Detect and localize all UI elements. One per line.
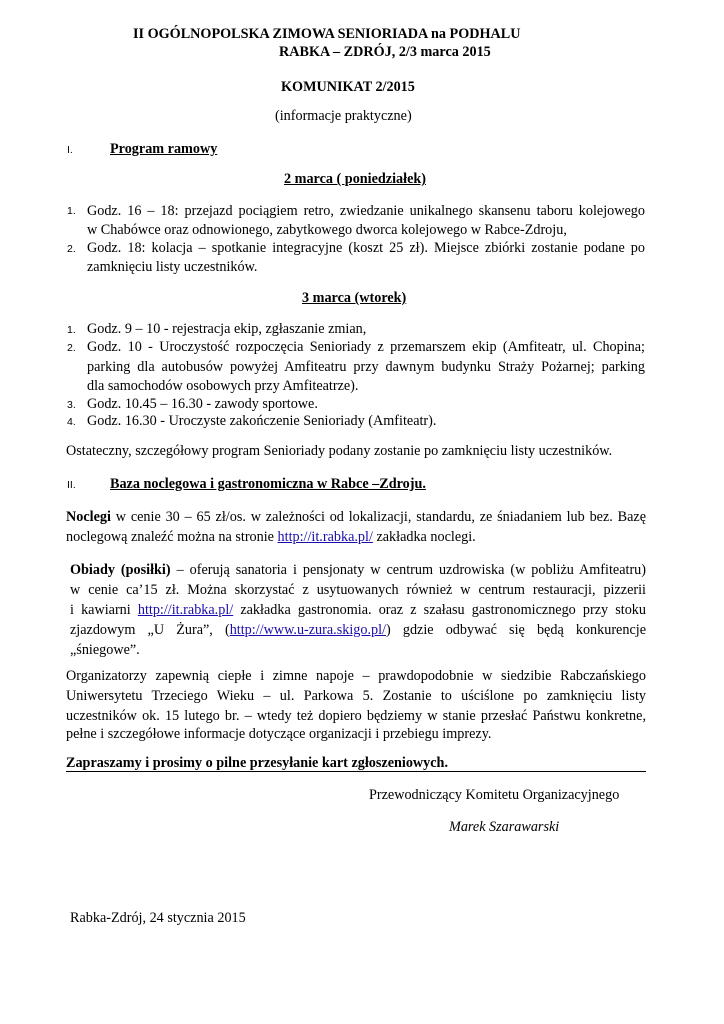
title-line-1: II OGÓLNOPOLSKA ZIMOWA SENIORIADA na PODHALU — [133, 26, 521, 42]
obiady-line-3 — [70, 600, 646, 620]
noclegi-line-2-text: noclegową znaleźć można na stronie — [66, 529, 278, 545]
section-2-numeral: II. — [67, 479, 76, 491]
section-1-heading: Program ramowy — [110, 141, 218, 157]
organizers-line-4: pełne i szczegółowe informacje dotyczące organizacji i przebiegu imprezy. — [66, 726, 492, 742]
section-1-numeral: I. — [67, 144, 73, 156]
day2-item-1-number: 1. — [67, 324, 76, 336]
noclegi-line-2 — [66, 527, 646, 547]
subtitle: (informacje praktyczne) — [275, 108, 412, 124]
noclegi-line-2-tail: zakładka noclegi. — [372, 529, 476, 545]
day2-item-2-number: 2. — [67, 342, 76, 354]
obiady-line-4-tail: ) gdzie odbywać się będą konkurencje — [386, 622, 646, 638]
noclegi-line-1-text: w cenie 30 – 65 zł/os. w zależności od lokalizacji, standardu, ze śniadaniem lub bez. Bazę — [110, 509, 646, 525]
day2-item-2-line-3: dla samochodów osobowych przy Amfiteatrze). — [87, 378, 359, 394]
day1-item-1-line-1: Godz. 16 – 18: przejazd pociągiem retro, zwiedzanie unikalnego skansenu taboru kolejowego — [87, 203, 645, 219]
organizers-line-3: uczestników ok. 15 lutego br. – wtedy też dopiero będziemy w stanie przesłać Państwu konkretne, — [66, 708, 646, 724]
noclegi-label: Noclegi — [66, 509, 111, 525]
signature-role: Przewodniczący Komitetu Organizacyjnego — [369, 787, 620, 803]
u-zura-link[interactable]: http://www.u-zura.skigo.pl/ — [229, 622, 386, 638]
obiady-line-4 — [70, 620, 646, 640]
organizers-line-1: Organizatorzy zapewnią ciepłe i zimne napoje – prawdopodobnie w siedzibie Rabczańskiego — [66, 668, 646, 684]
signature-name: Marek Szarawarski — [449, 819, 560, 835]
day1-item-1-number: 1. — [67, 205, 76, 217]
day2-item-1-text: Godz. 9 – 10 - rejestracja ekip, zgłaszanie zmian, — [87, 321, 367, 337]
obiady-line-3-text: i kawiarni — [70, 602, 138, 618]
day2-item-4-number: 4. — [67, 416, 76, 428]
obiady-line-5: „śniegowe”. — [70, 642, 140, 658]
obiady-line-1 — [70, 560, 646, 580]
invitation: Zapraszamy i prosimy o pilne przesyłanie kart zgłoszeniowych. — [66, 755, 646, 772]
day-1-title: 2 marca ( poniedziałek) — [284, 171, 426, 187]
day-2-title: 3 marca (wtorek) — [302, 290, 407, 306]
program-final-note: Ostateczny, szczegółowy program Senioriady podany zostanie po zamknięciu listy uczestników. — [66, 443, 613, 459]
komunikat-title: KOMUNIKAT 2/2015 — [281, 79, 415, 95]
day1-item-2-line-2: zamknięciu listy uczestników. — [87, 259, 258, 275]
obiady-line-1-text: – oferują sanatoria i pensjonaty w centrum uzdrowiska (w pobliżu Amfiteatru) — [170, 562, 646, 578]
title-line-2: RABKA – ZDRÓJ, 2/3 marca 2015 — [279, 44, 491, 60]
noclegi-line-1 — [66, 507, 646, 527]
obiady-label: Obiady (posiłki) — [70, 562, 171, 578]
noclegi-link[interactable]: http://it.rabka.pl/ — [277, 529, 373, 545]
day2-item-3-text: Godz. 10.45 – 16.30 - zawody sportowe. — [87, 396, 318, 412]
place-date: Rabka-Zdrój, 24 stycznia 2015 — [70, 910, 246, 926]
gastronomia-link[interactable]: http://it.rabka.pl/ — [137, 602, 234, 618]
day2-item-4-text: Godz. 16.30 - Uroczyste zakończenie Senioriady (Amfiteatr). — [87, 413, 437, 429]
section-2-heading: Baza noclegowa i gastronomiczna w Rabce –Zdroju. — [110, 476, 426, 492]
day1-item-2-line-1: Godz. 18: kolacja – spotkanie integracyjne (koszt 25 zł). Miejsce zbiórki zostanie podane po — [87, 240, 645, 256]
day2-item-2-line-1: Godz. 10 - Uroczystość rozpoczęcia Senioriady z przemarszem ekip (Amfiteatr, ul. Chopina; — [87, 339, 645, 355]
obiady-line-2: w cenie ca’15 zł. Można skorzystać z usytuowanych również w centrum restauracji, pizzerii — [70, 582, 646, 598]
obiady-line-4-text: zjazdowym „U Żura”, ( — [70, 622, 230, 638]
organizers-line-2: Uniwersytetu Trzeciego Wieku – ul. Parkowa 5. Zostanie to uściślone po zamknięciu listy — [66, 688, 646, 704]
day2-item-2-line-2: parking dla autobusów powyżej Amfiteatru przy dawnym budynku Straży Pożarnej; parking — [87, 359, 645, 375]
obiady-line-3-tail: zakładka gastronomia. oraz z szałasu gastronomicznego przy stoku — [233, 602, 646, 618]
day1-item-2-number: 2. — [67, 243, 76, 255]
day1-item-1-line-2: w Chabówce oraz odnowionego, zabytkowego dworca kolejowego w Rabce-Zdroju, — [87, 222, 567, 238]
day2-item-3-number: 3. — [67, 399, 76, 411]
